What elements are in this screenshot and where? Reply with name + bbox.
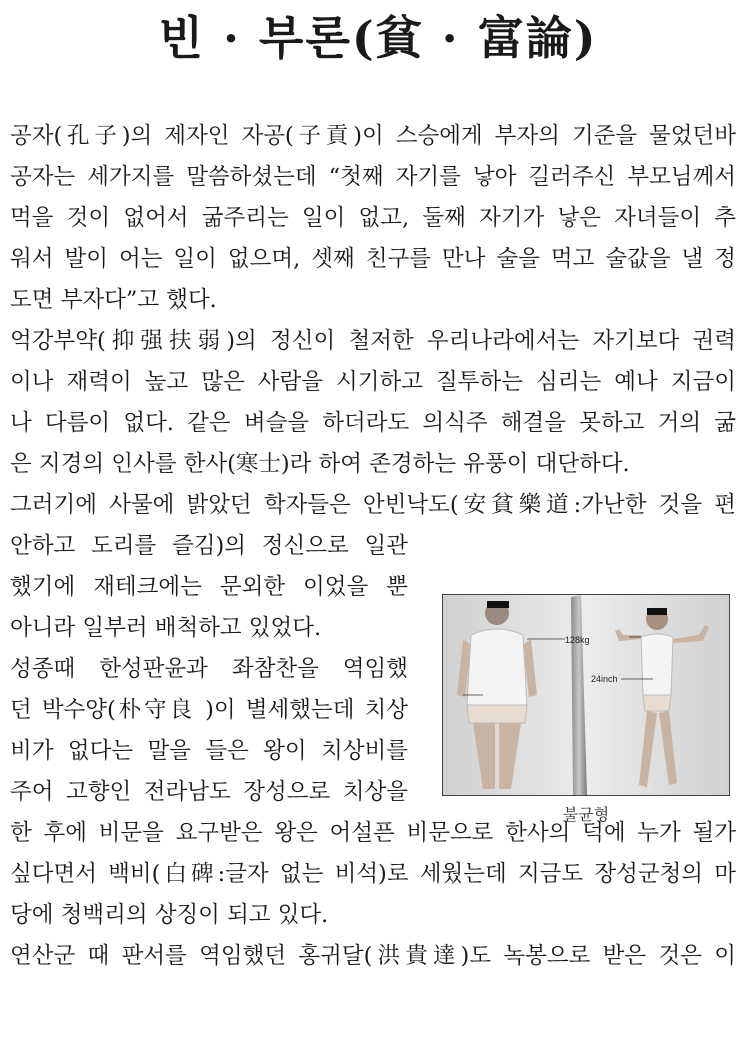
figure-image bbox=[442, 594, 730, 796]
body-line: 아니라 일부러 배척하고 있었다. bbox=[10, 615, 322, 641]
body-line: 비가 없다는 말을 들은 왕이 치상비를 bbox=[10, 738, 408, 764]
body-line: 성종때 한성판윤과 좌참찬을 역임했 bbox=[10, 656, 408, 682]
body-line: 안하고 도리를 즐김)의 정신으로 일관 bbox=[10, 533, 408, 559]
body-line: 이나 재력이 높고 많은 사람을 시기하고 질투하는 심리는 예나 지금이 bbox=[10, 369, 736, 395]
body-line: 싶다면서 백비(白碑:글자 없는 비석)로 세웠는데 지금도 장성군청의 마 bbox=[10, 861, 736, 887]
body-line: 도면 부자다”고 했다. bbox=[10, 287, 217, 313]
body-line: 연산군 때 판서를 역임했던 홍귀달(洪貴達)도 녹봉으로 받은 것은 이 bbox=[10, 943, 736, 969]
body-line: 은 지경의 인사를 한사(寒士)라 하여 존경하는 유풍이 대단하다. bbox=[10, 451, 630, 477]
figure-illustration bbox=[443, 595, 729, 795]
body-line: 그러기에 사물에 밝았던 학자들은 안빈낙도(安貧樂道:가난한 것을 편 bbox=[10, 492, 736, 518]
body-line: 워서 발이 어는 일이 없으며, 셋째 친구를 만나 술을 먹고 술값을 낼 정 bbox=[10, 246, 736, 272]
body-line: 공자(孔子)의 제자인 자공(子貢)이 스승에게 부자의 기준을 물었던바 bbox=[10, 123, 736, 149]
body-line: 당에 청백리의 상징이 되고 있다. bbox=[10, 902, 329, 928]
page-title: 빈 · 부론(貧 · 富論) bbox=[158, 11, 598, 65]
body-line: 한 후에 비문을 요구받은 왕은 어설픈 비문으로 한사의 덕에 누가 될가 bbox=[10, 820, 736, 846]
body-line: 억강부약(抑强扶弱)의 정신이 철저한 우리나라에서는 자기보다 권력 bbox=[10, 328, 736, 354]
body-line: 공자는 세가지를 말씀하셨는데 “첫째 자기를 낳아 길러주신 부모님께서 bbox=[10, 164, 736, 190]
figure-label-waist: 24inch bbox=[591, 674, 618, 684]
figure-label-weight: 128kg bbox=[565, 635, 590, 645]
figure-caption: 불균형 bbox=[562, 805, 610, 824]
body-line: 주어 고향인 전라남도 장성으로 치상을 bbox=[10, 779, 408, 805]
body-line: 먹을 것이 없어서 굶주리는 일이 없고, 둘째 자기가 낳은 자녀들이 추 bbox=[10, 205, 736, 231]
body-line: 던 박수양(朴守良 )이 별세했는데 치상 bbox=[10, 697, 408, 723]
body-line: 나 다름이 없다. 같은 벼슬을 하더라도 의식주 해결을 못하고 거의 굶 bbox=[10, 410, 736, 436]
body-line: 했기에 재테크에는 문외한 이었을 뿐 bbox=[10, 574, 408, 600]
